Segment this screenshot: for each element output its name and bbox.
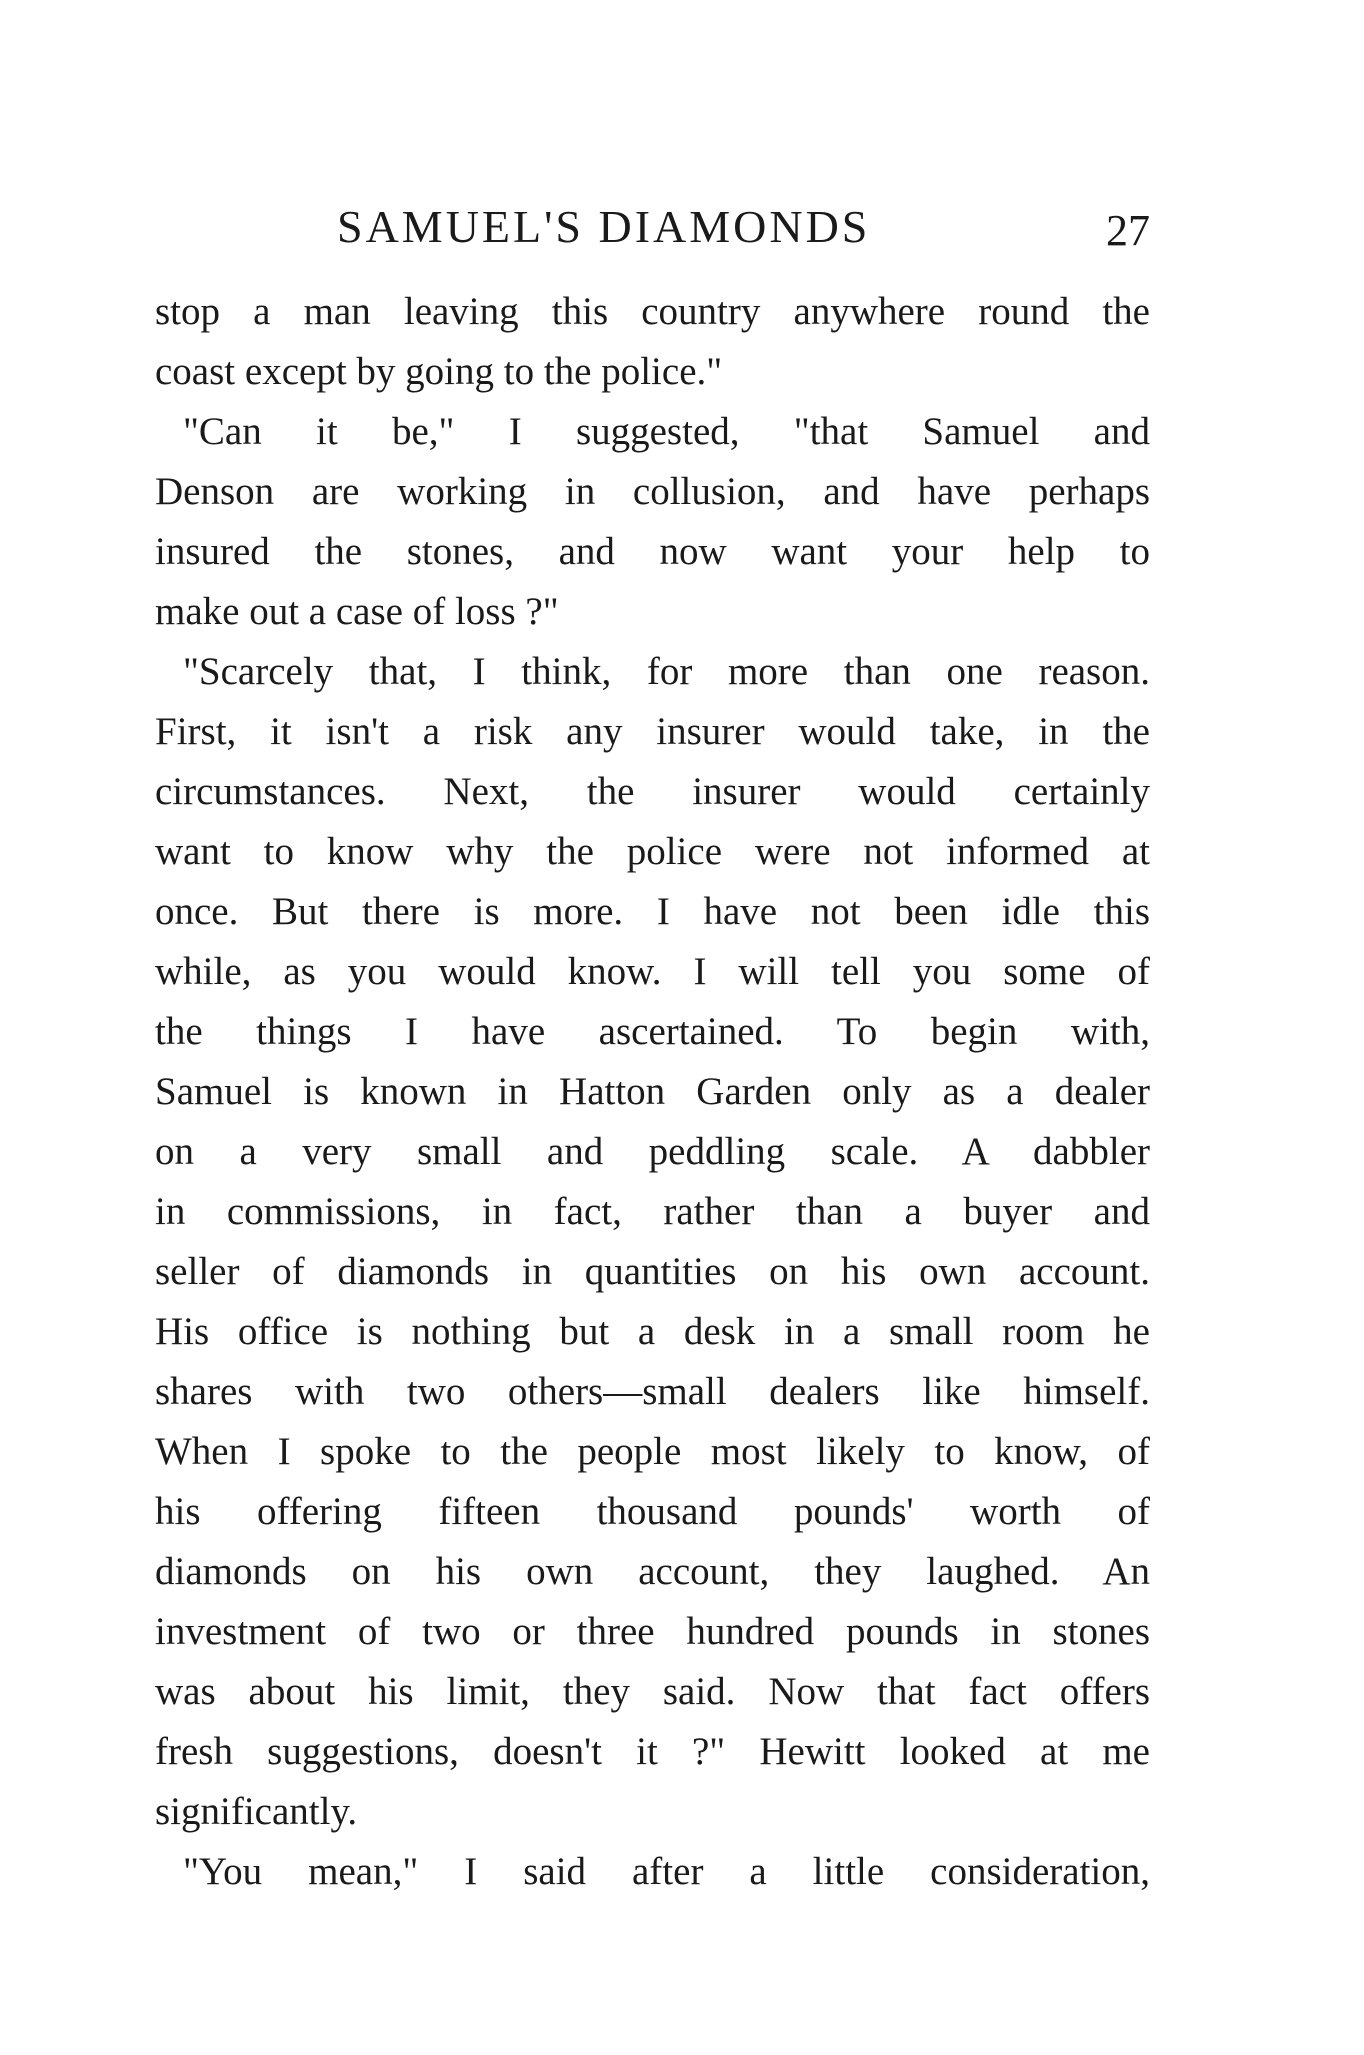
page-number: 27 xyxy=(1106,206,1150,255)
text-line: the things I have ascertained. To begin with, xyxy=(155,1010,1150,1053)
text-line: His office is nothing but a desk in a small room he xyxy=(155,1310,1150,1353)
text-line: on a very small and peddling scale. A dabbler xyxy=(155,1130,1150,1173)
text-line: circumstances. Next, the insurer would certainly xyxy=(155,770,1150,813)
text-line: insured the stones, and now want your help to xyxy=(155,530,1150,573)
text-line: want to know why the police were not informed at xyxy=(155,830,1150,873)
text-line: his offering fifteen thousand pounds' worth of xyxy=(155,1490,1150,1533)
text-line: shares with two others—small dealers like himself. xyxy=(155,1370,1150,1413)
text-line: significantly. xyxy=(155,1790,358,1833)
text-line: "You mean," I said after a little consideration, xyxy=(183,1850,1150,1893)
text-line: "Scarcely that, I think, for more than one reason. xyxy=(183,650,1150,693)
text-line: while, as you would know. I will tell you some of xyxy=(155,950,1150,993)
running-title: SAMUEL'S DIAMONDS xyxy=(337,201,871,252)
running-head xyxy=(155,192,1150,262)
text-line: When I spoke to the people most likely to know, of xyxy=(155,1430,1150,1473)
text-line: Samuel is known in Hatton Garden only as a dealer xyxy=(155,1070,1150,1113)
text-line: once. But there is more. I have not been idle this xyxy=(155,890,1150,933)
text-line: in commissions, in fact, rather than a buyer and xyxy=(155,1190,1150,1233)
text-line: was about his limit, they said. Now that fact offers xyxy=(155,1670,1150,1713)
body-text xyxy=(155,282,1150,1902)
text-line: diamonds on his own account, they laughed. An xyxy=(155,1550,1150,1593)
text-line: First, it isn't a risk any insurer would take, in the xyxy=(155,710,1150,753)
text-line: seller of diamonds in quantities on his own account. xyxy=(155,1250,1150,1293)
text-line: investment of two or three hundred pounds in stones xyxy=(155,1610,1150,1653)
text-line: coast except by going to the police." xyxy=(155,350,723,393)
text-line: fresh suggestions, doesn't it ?" Hewitt looked at me xyxy=(155,1730,1150,1773)
text-line: "Can it be," I suggested, "that Samuel and xyxy=(183,410,1150,453)
text-line: stop a man leaving this country anywhere round the xyxy=(155,290,1150,333)
text-line: make out a case of loss ?" xyxy=(155,590,559,633)
text-line: Denson are working in collusion, and have perhaps xyxy=(155,470,1150,513)
